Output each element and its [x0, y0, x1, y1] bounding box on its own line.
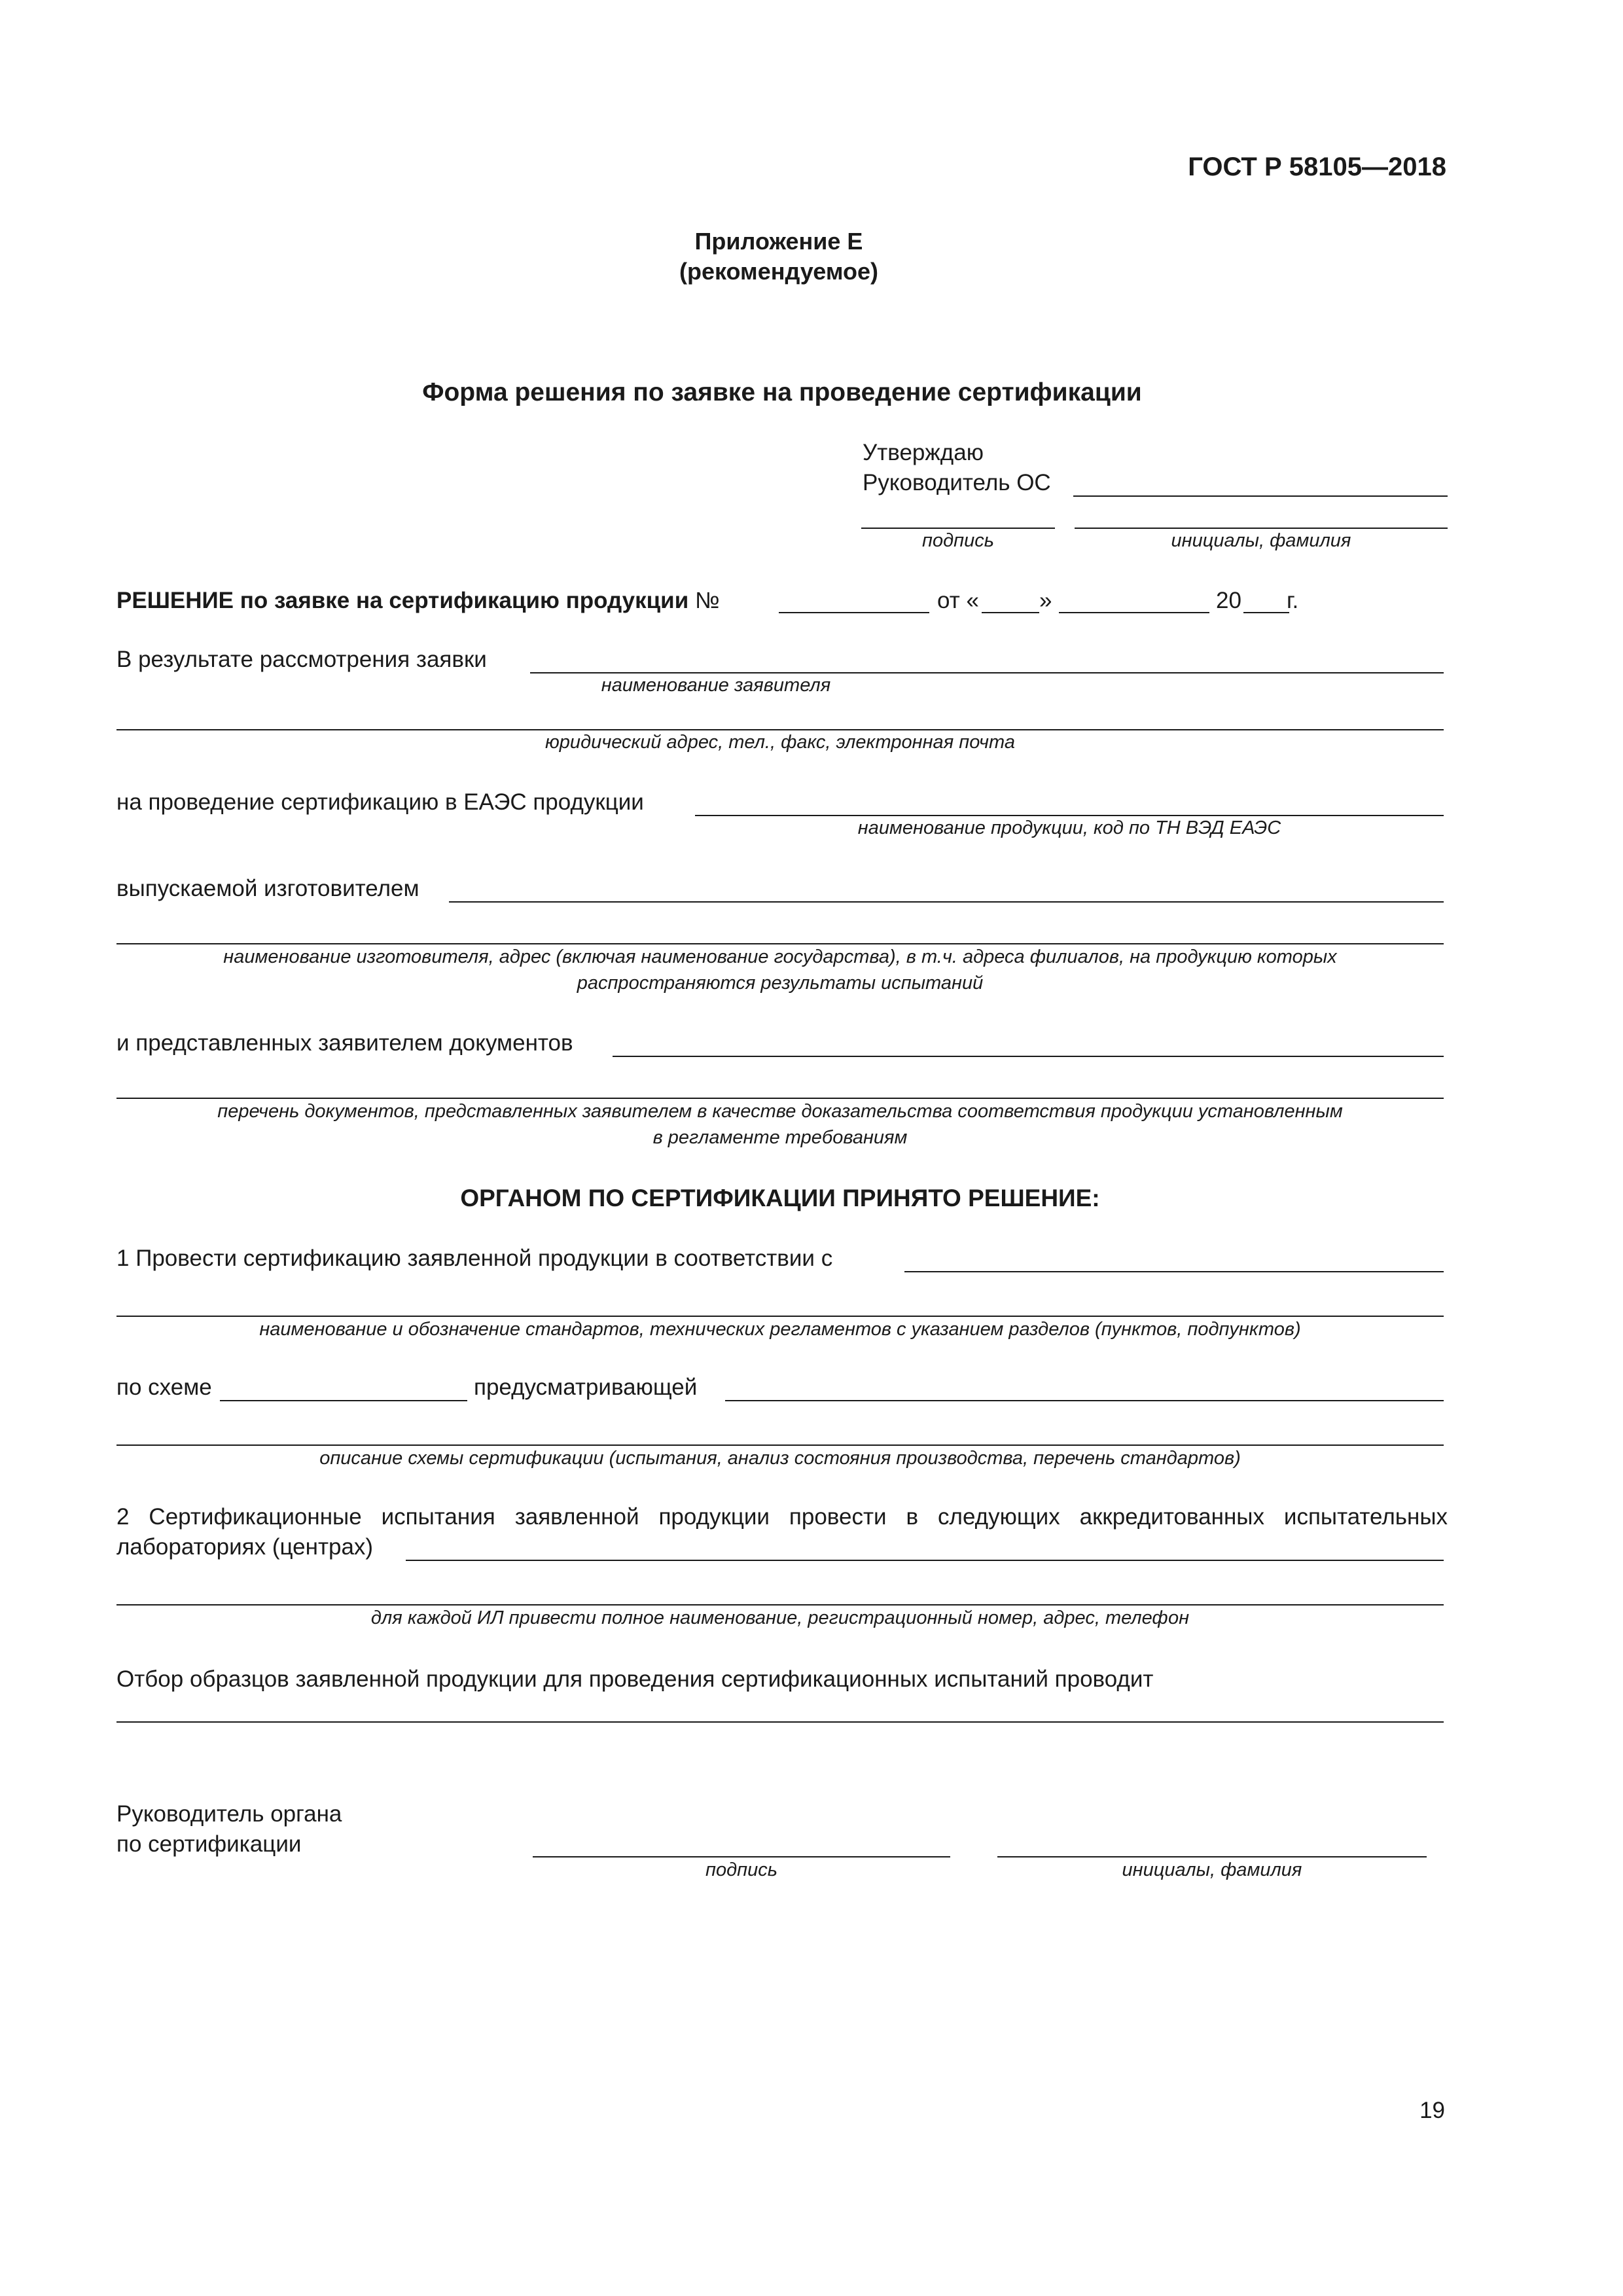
documents-label: и представленных заявителем документов — [116, 1030, 573, 1056]
sampling-field[interactable] — [116, 1721, 1444, 1723]
decision-month-field[interactable] — [1059, 612, 1209, 613]
item2-caption: для каждой ИЛ привести полное наименование, регистрационный номер, адрес, телефон — [370, 1607, 1190, 1628]
decision-from-label: от « — [937, 588, 979, 613]
footer-signature-field[interactable] — [533, 1856, 950, 1857]
scheme-caption: описание схемы сертификации (испытания, анализ состояния производства, перечень стандартов) — [319, 1448, 1241, 1469]
applicant-name-caption: наименование заявителя — [601, 675, 831, 696]
item2-line1: 2 Сертификационные испытания заявленной продукции провести в следующих аккредитованных испытательных — [116, 1504, 1448, 1530]
manufacturer-caption-2: распространяются результаты испытаний — [577, 973, 984, 994]
number-sign: № — [694, 588, 720, 613]
decision-quote-close: » — [1039, 588, 1052, 613]
scheme-description-field-2[interactable] — [116, 1444, 1444, 1446]
footer-head-line1: Руководитель органа — [116, 1801, 342, 1827]
standard-code: ГОСТ Р 58105—2018 — [1188, 152, 1446, 181]
scheme-provides-label: предусматривающей — [474, 1374, 698, 1400]
documents-field[interactable] — [613, 1056, 1444, 1057]
scheme-label: по схеме — [116, 1374, 212, 1400]
item1-field-2[interactable] — [116, 1316, 1444, 1317]
head-os-field[interactable] — [1073, 495, 1448, 497]
manufacturer-label: выпускаемой изготовителем — [116, 876, 419, 901]
decision-bold-label: РЕШЕНИЕ по заявке на сертификацию продукции — [116, 588, 689, 613]
head-os-label: Руководитель ОС — [863, 470, 1051, 495]
applicant-address-caption: юридический адрес, тел., факс, электронная почта — [545, 732, 1015, 753]
manufacturer-field-2[interactable] — [116, 943, 1444, 944]
footer-signature-caption: подпись — [705, 1859, 777, 1880]
item2-line2: лабораториях (центрах) — [116, 1534, 374, 1560]
documents-caption-1: перечень документов, представленных заявителем в качестве доказательства соответствия продукции установленным — [217, 1101, 1343, 1122]
item2-field-2[interactable] — [116, 1604, 1444, 1605]
form-title: Форма решения по заявке на проведение сертификации — [422, 378, 1142, 406]
decision-line — [116, 588, 720, 614]
review-label: В результате рассмотрения заявки — [116, 647, 487, 672]
scheme-description-field[interactable] — [725, 1400, 1444, 1401]
documents-field-2[interactable] — [116, 1098, 1444, 1099]
product-label: на проведение сертификацию в ЕАЭС продукции — [116, 789, 644, 815]
sampling-label: Отбор образцов заявленной продукции для проведения сертификационных испытаний проводит — [116, 1666, 1154, 1692]
item2-field[interactable] — [406, 1560, 1444, 1561]
appendix-type: (рекомендуемое) — [679, 258, 878, 285]
decision-number-field[interactable] — [779, 612, 929, 613]
approval-signature-field[interactable] — [861, 528, 1055, 529]
product-caption: наименование продукции, код по ТН ВЭД ЕАЭС — [857, 817, 1281, 838]
approval-signature-caption: подпись — [922, 530, 994, 551]
footer-head-line2: по сертификации — [116, 1831, 302, 1857]
approval-name-field[interactable] — [1075, 528, 1448, 529]
decision-day-field[interactable] — [982, 612, 1039, 613]
decision-year-suffix: г. — [1287, 588, 1299, 613]
item1-label: 1 Провести сертификацию заявленной продукции в соответствии с — [116, 1246, 833, 1271]
product-field[interactable] — [695, 815, 1444, 816]
page-number: 19 — [1419, 2098, 1445, 2123]
footer-name-field[interactable] — [997, 1856, 1427, 1857]
scheme-field[interactable] — [220, 1400, 467, 1401]
documents-caption-2: в регламенте требованиям — [652, 1127, 908, 1148]
manufacturer-caption-1: наименование изготовителя, адрес (включая наименование государства), в т.ч. адреса филиалов, на продукцию которых — [223, 946, 1337, 967]
applicant-address-field[interactable] — [116, 729, 1444, 730]
item1-caption: наименование и обозначение стандартов, технических регламентов с указанием разделов (пунктов, подпунктов) — [259, 1319, 1301, 1340]
applicant-name-field[interactable] — [530, 672, 1444, 673]
decision-year-field[interactable] — [1243, 612, 1289, 613]
approve-label: Утверждаю — [863, 440, 984, 465]
decision-year-prefix: 20 — [1216, 588, 1241, 613]
appendix-title: Приложение Е — [694, 228, 863, 255]
decision-heading: ОРГАНОМ ПО СЕРТИФИКАЦИИ ПРИНЯТО РЕШЕНИЕ: — [460, 1185, 1100, 1211]
approval-name-caption: инициалы, фамилия — [1171, 530, 1351, 551]
manufacturer-field[interactable] — [449, 901, 1444, 903]
item1-field[interactable] — [904, 1271, 1444, 1272]
footer-name-caption: инициалы, фамилия — [1122, 1859, 1302, 1880]
